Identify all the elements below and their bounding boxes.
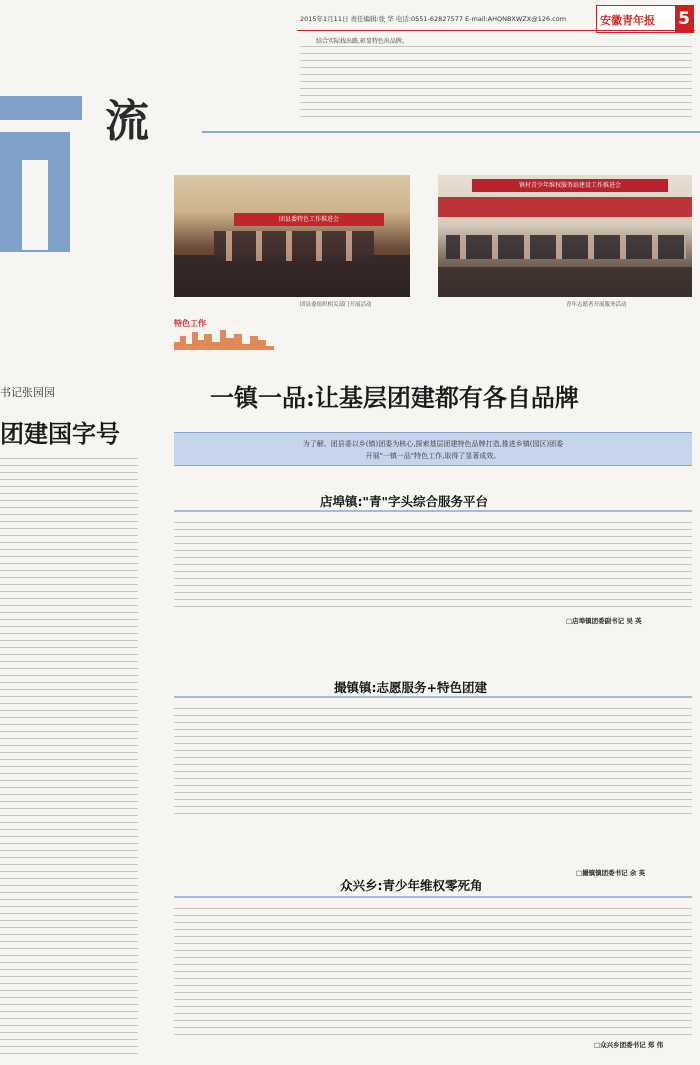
article-3-title: 众兴乡:青少年维权零死角 [340,878,483,893]
photo-right-caption: 青年志愿者开展服务活动 [566,302,627,308]
section-tag [174,318,274,350]
header-rule [297,30,695,31]
skyline-icon [174,328,274,350]
top-intro-lead: 结合实际找出路,彰显特色出品牌。 [316,38,408,45]
article-2-author: □撮镇镇团委书记 余 英 [576,869,646,877]
intro-line-2: 开展"一镇一品"特色工作,取得了显著成效。 [365,452,501,460]
left-decor-gap [22,160,48,250]
intro-line-1: 为了解、团县委以乡(镇)团委为核心,探索基层团建特色品牌打造,推进乡镇(园区)团委 [302,440,564,448]
article-3-rule [174,896,692,898]
article-1-author: □店埠镇团委副书记 吴 英 [566,617,642,625]
left-headline: 团建国字号 [0,419,120,448]
article-1-title: 店埠镇:"青"字头综合服务平台 [320,494,489,509]
article-3-body [174,908,692,1038]
article-3-author: □众兴乡团委书记 郑 伟 [594,1041,664,1049]
article-1-body [174,522,692,610]
article-2-title: 撮镇镇:志愿服务+特色团建 [334,680,487,695]
left-title-char: 流 [105,96,149,147]
left-body-text [0,458,138,1058]
left-byline: 书记张园园 [0,386,55,399]
top-intro-body [300,46,692,118]
intro-box [174,432,692,466]
article-2-rule [174,696,692,698]
section-tag-label: 特色工作 [174,319,206,328]
main-headline: 一镇一品:让基层团建都有各自品牌 [210,383,579,412]
photo-left-caption: 团县委组织相关部门开展活动 [300,302,372,308]
top-wave-rule [200,118,700,158]
header-info: 2015年1月11日 责任编辑:张 华 电话:0551-62827577 E-mail:AHQNBXWZX@126.com [300,15,567,23]
logo-name: 安徽青年报 [600,14,655,27]
article-2-body [174,708,692,816]
left-decor-bar [0,96,82,120]
article-1-rule [174,510,692,512]
photo-right-banner: 镇村青少年维权服务站建设工作推进会 [472,179,668,192]
photo-right [438,175,692,297]
photo-left-banner: 团县委特色工作推进会 [234,213,384,226]
page-number: 5 [675,6,693,32]
newspaper-logo [596,5,694,33]
photo-left [174,175,410,297]
